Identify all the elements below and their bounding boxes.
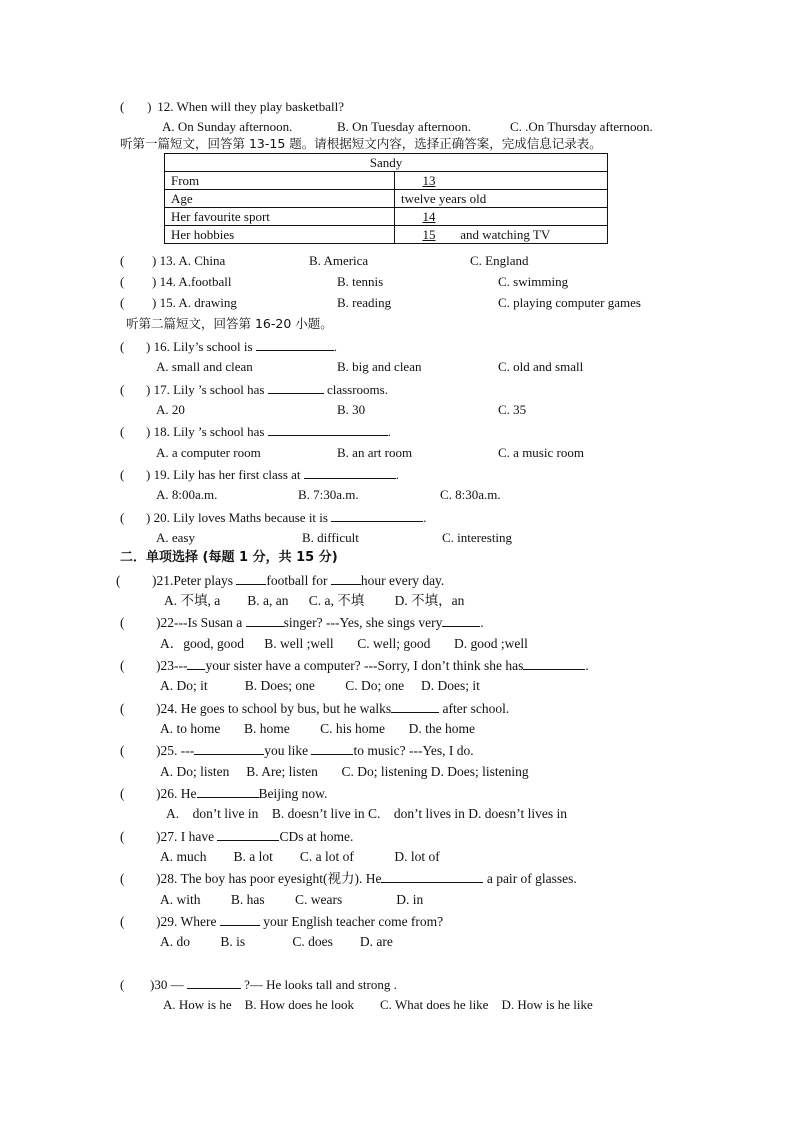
option-c: C. a music room bbox=[498, 445, 584, 460]
question-19 bbox=[120, 466, 399, 483]
table-title: Sandy bbox=[165, 154, 608, 172]
option-b: B. tennis bbox=[337, 274, 384, 289]
answer-paren: ( bbox=[120, 467, 138, 482]
option-c: C. swimming bbox=[498, 274, 569, 289]
option-b: B. an art room bbox=[337, 445, 413, 460]
stem-end: . bbox=[387, 424, 391, 439]
blank-14: 14 bbox=[422, 209, 436, 224]
answer-blank[interactable] bbox=[187, 657, 205, 670]
answer-blank[interactable] bbox=[268, 423, 388, 436]
question-23 bbox=[120, 657, 589, 674]
answer-blank[interactable] bbox=[331, 572, 361, 585]
stem-part: )30 — bbox=[150, 977, 187, 992]
stem-part: singer? ---Yes, she sings very bbox=[283, 615, 443, 630]
question-18 bbox=[120, 423, 391, 440]
stem-part: )29. Where bbox=[156, 914, 220, 929]
question-14 bbox=[120, 274, 231, 290]
stem-part: your English teacher come from? bbox=[259, 914, 444, 929]
stem-part: Beijing now. bbox=[258, 786, 328, 801]
answer-paren: ( ) bbox=[120, 99, 152, 114]
stem-part: your sister have a computer? ---Sorry, I don’t think she has bbox=[205, 658, 524, 673]
question-stem: ) 19. Lily has her first class at bbox=[146, 467, 301, 482]
stem-end: . bbox=[395, 467, 400, 482]
option-a: A. 20 bbox=[156, 402, 185, 417]
answer-blank[interactable] bbox=[220, 913, 260, 926]
answer-paren: ( bbox=[120, 701, 125, 716]
answer-paren: ( bbox=[120, 510, 138, 525]
stem-part: )24. He goes to school by bus, but he walks bbox=[156, 701, 392, 716]
answer-paren: ( bbox=[120, 871, 125, 886]
option-c: C. England bbox=[470, 253, 529, 268]
table-row bbox=[165, 226, 608, 244]
question-20 bbox=[120, 509, 426, 526]
answer-paren: ( bbox=[120, 786, 125, 801]
stem-part: )26. He bbox=[156, 786, 197, 801]
options-23: A. Do; it B. Does; one C. Do; one D. Does; it bbox=[160, 678, 480, 693]
answer-blank[interactable] bbox=[194, 742, 264, 755]
stem-part: )28. The boy has poor eyesight(视力). He bbox=[156, 871, 382, 886]
options-22: A．good, good B. well ;well C. well; good D. good ;well bbox=[160, 636, 528, 651]
option-b: B. reading bbox=[337, 295, 392, 310]
stem-part: . bbox=[585, 658, 589, 673]
option-b: B. America bbox=[309, 253, 369, 268]
answer-blank[interactable] bbox=[381, 870, 483, 883]
answer-paren: ( bbox=[120, 977, 135, 992]
stem-part: to music? ---Yes, I do. bbox=[353, 743, 474, 758]
option-b: B. On Tuesday afternoon. bbox=[337, 119, 471, 134]
stem-part: you like bbox=[264, 743, 312, 758]
question-29 bbox=[120, 913, 443, 930]
option-c: C. interesting bbox=[442, 530, 513, 545]
stem-end: . bbox=[423, 510, 427, 525]
stem-part: ?— He looks tall and strong . bbox=[240, 977, 397, 992]
answer-blank[interactable] bbox=[187, 976, 241, 989]
answer-blank[interactable] bbox=[256, 338, 334, 351]
question-24 bbox=[120, 700, 509, 717]
question-30 bbox=[120, 976, 397, 993]
option-a: A. small and clean bbox=[156, 359, 253, 374]
options-28: A. with B. has C. wears D. in bbox=[160, 892, 424, 907]
question-27 bbox=[120, 828, 353, 845]
answer-paren: ( bbox=[120, 382, 138, 397]
row-label: Her favourite sport bbox=[165, 208, 395, 226]
answer-paren: ( bbox=[120, 658, 125, 673]
stem-part: after school. bbox=[439, 701, 510, 716]
answer-blank[interactable] bbox=[331, 509, 423, 522]
question-stem: ) 16. Lily’s school is bbox=[146, 339, 253, 354]
option-b: B. difficult bbox=[302, 530, 359, 545]
answer-blank[interactable] bbox=[217, 828, 279, 841]
question-stem: ) 14. A.football bbox=[152, 274, 232, 289]
question-stem: ) 13. A. China bbox=[152, 253, 226, 268]
passage1-instruction: 听第一篇短文，回答第 13-15 题。请根据短文内容，选择正确答案，完成信息记录表。 bbox=[120, 136, 602, 151]
answer-paren: ( bbox=[120, 339, 138, 354]
row-value: twelve years old bbox=[395, 190, 608, 208]
stem-end: classrooms. bbox=[323, 382, 388, 397]
question-stem: ) 20. Lily loves Maths because it is bbox=[146, 510, 328, 525]
blank-15: 15 bbox=[422, 227, 436, 242]
answer-blank[interactable] bbox=[268, 381, 324, 394]
question-stem: ) 15. A. drawing bbox=[152, 295, 237, 310]
answer-paren: ( bbox=[120, 295, 148, 310]
question-15 bbox=[120, 295, 237, 311]
question-stem: 12. When will they play basketball? bbox=[157, 99, 345, 114]
option-b: B. 30 bbox=[337, 402, 366, 417]
row-label: Age bbox=[165, 190, 395, 208]
question-21 bbox=[116, 572, 444, 589]
stem-part: )27. I have bbox=[156, 829, 218, 844]
options-29: A. do B. is C. does D. are bbox=[160, 934, 393, 949]
table-row bbox=[165, 172, 608, 190]
question-stem: ) 17. Lily ’s school has bbox=[146, 382, 265, 397]
question-22 bbox=[120, 614, 484, 631]
options-24: A. to home B. home C. his home D. the home bbox=[160, 721, 475, 736]
stem-part: hour every day. bbox=[360, 573, 445, 588]
answer-blank[interactable] bbox=[197, 785, 259, 798]
row-value bbox=[395, 208, 608, 226]
option-c: C. playing computer games bbox=[498, 295, 641, 310]
option-a: A. a computer room bbox=[156, 445, 261, 460]
question-13 bbox=[120, 253, 225, 269]
answer-paren: ( bbox=[120, 424, 138, 439]
options-21: A. 不填, a B. a, an C. a, 不填 D. 不填，an bbox=[164, 593, 465, 608]
blank-13: 13 bbox=[422, 173, 436, 188]
options-26: A. don’t live in B. doesn’t live in C. don’t lives in D. doesn’t lives in bbox=[166, 806, 567, 821]
answer-paren: ( bbox=[120, 743, 125, 758]
answer-paren: ( bbox=[120, 829, 125, 844]
answer-paren: ( bbox=[120, 914, 125, 929]
answer-paren: ( bbox=[120, 274, 148, 289]
stem-part: )25. --- bbox=[156, 743, 195, 758]
option-c: C. 35 bbox=[498, 402, 527, 417]
answer-paren: ( bbox=[120, 615, 125, 630]
option-c: C. old and small bbox=[498, 359, 584, 374]
question-26 bbox=[120, 785, 327, 802]
stem-part: football for bbox=[266, 573, 331, 588]
row-value bbox=[395, 226, 608, 244]
question-17 bbox=[120, 381, 388, 398]
stem-end: . bbox=[333, 339, 338, 354]
question-stem: ) 18. Lily ’s school has bbox=[146, 424, 265, 439]
answer-paren: ( bbox=[120, 253, 148, 268]
options-27: A. much B. a lot C. a lot of D. lot of bbox=[160, 849, 440, 864]
option-a: A. 8:00a.m. bbox=[156, 487, 218, 502]
question-28 bbox=[120, 870, 577, 887]
answer-blank[interactable] bbox=[236, 572, 266, 585]
answer-blank[interactable] bbox=[523, 657, 585, 670]
stem-part: )21.Peter plays bbox=[152, 573, 237, 588]
table-row bbox=[165, 208, 608, 226]
answer-blank[interactable] bbox=[391, 700, 439, 713]
answer-blank[interactable] bbox=[442, 614, 480, 627]
stem-part: )23--- bbox=[156, 658, 188, 673]
option-a: A. On Sunday afternoon. bbox=[162, 119, 293, 134]
stem-part: )22---Is Susan a bbox=[156, 615, 246, 630]
row-label: Her hobbies bbox=[165, 226, 395, 244]
answer-paren: ( bbox=[116, 573, 121, 588]
option-b: B. big and clean bbox=[337, 359, 422, 374]
stem-part: CDs at home. bbox=[279, 829, 354, 844]
option-c: C. 8:30a.m. bbox=[440, 487, 501, 502]
question-25 bbox=[120, 742, 474, 759]
option-b: B. 7:30a.m. bbox=[298, 487, 359, 502]
question-16 bbox=[120, 338, 337, 355]
table-row bbox=[165, 190, 608, 208]
options-25: A. Do; listen B. Are; listen C. Do; listening D. Does; listening bbox=[160, 764, 529, 779]
row-value bbox=[395, 172, 608, 190]
row-label: From bbox=[165, 172, 395, 190]
answer-blank[interactable] bbox=[311, 742, 353, 755]
answer-blank[interactable] bbox=[304, 466, 396, 479]
stem-part: a pair of glasses. bbox=[483, 871, 577, 886]
answer-blank[interactable] bbox=[246, 614, 284, 627]
info-table bbox=[164, 153, 608, 244]
section-2-title: 二．单项选择 (每题 1 分，共 15 分) bbox=[120, 550, 338, 565]
options-30: A. How is he B. How does he look C. What does he like D. How is he like bbox=[163, 997, 593, 1012]
row-suffix: and watching TV bbox=[457, 227, 551, 242]
option-c: C. .On Thursday afternoon. bbox=[510, 119, 653, 134]
question-12 bbox=[120, 99, 344, 115]
passage2-instruction: 听第二篇短文，回答第 16-20 小题。 bbox=[126, 316, 333, 331]
stem-part: . bbox=[480, 615, 484, 630]
option-a: A. easy bbox=[156, 530, 195, 545]
